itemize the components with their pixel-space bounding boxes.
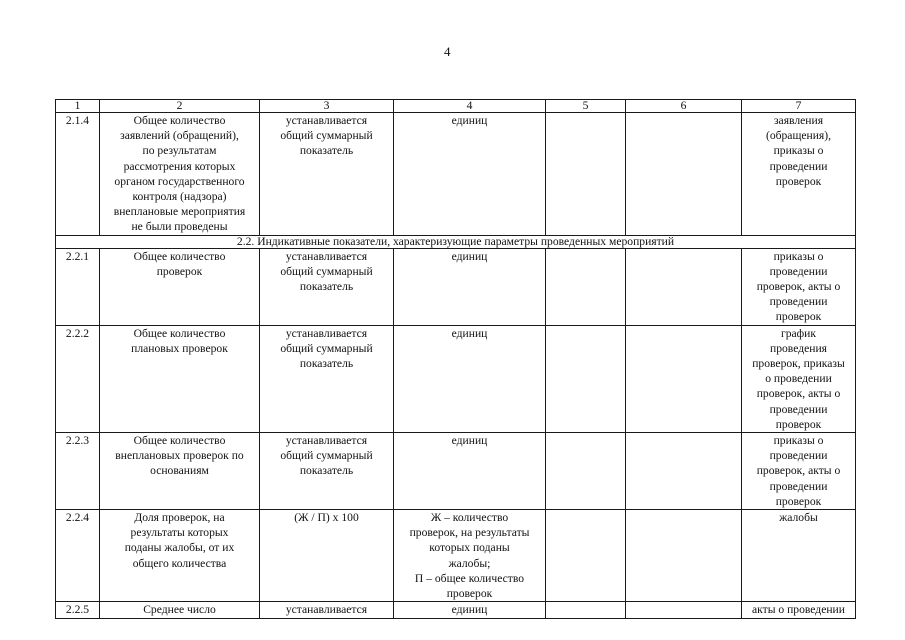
unit: единиц bbox=[394, 602, 546, 618]
source: график проведения проверок, приказы о проведении проверок, акты о проведении проверок bbox=[742, 325, 856, 432]
source: жалобы bbox=[742, 510, 856, 602]
empty-cell bbox=[546, 113, 626, 236]
source: акты о проведении bbox=[742, 602, 856, 618]
empty-cell bbox=[546, 510, 626, 602]
row-number: 2.2.1 bbox=[56, 248, 100, 325]
table-row bbox=[56, 248, 856, 325]
header-row bbox=[56, 100, 856, 113]
calculation-method: устанавливается общий суммарный показатель bbox=[260, 325, 394, 432]
calculation-method: устанавливается общий суммарный показатель bbox=[260, 433, 394, 510]
table-row bbox=[56, 510, 856, 602]
indicator-name: Общее количество плановых проверок bbox=[100, 325, 260, 432]
row-number: 2.1.4 bbox=[56, 113, 100, 236]
header-cell: 6 bbox=[626, 100, 742, 113]
empty-cell bbox=[626, 113, 742, 236]
formula-legend: Ж – количество проверок, на результаты которых поданы жалобы; П – общее количество проверок bbox=[394, 510, 546, 602]
calculation-formula: (Ж / П) х 100 bbox=[260, 510, 394, 602]
header-cell: 2 bbox=[100, 100, 260, 113]
calculation-method: устанавливается общий суммарный показатель bbox=[260, 248, 394, 325]
page-number: 4 bbox=[444, 44, 451, 59]
empty-cell bbox=[626, 433, 742, 510]
empty-cell bbox=[626, 248, 742, 325]
header-cell: 5 bbox=[546, 100, 626, 113]
empty-cell bbox=[546, 248, 626, 325]
empty-cell bbox=[626, 510, 742, 602]
row-number: 2.2.4 bbox=[56, 510, 100, 602]
section-title: 2.2. Индикативные показатели, характеризующие параметры проведенных мероприятий bbox=[56, 235, 856, 248]
table-row bbox=[56, 602, 856, 618]
unit: единиц bbox=[394, 113, 546, 236]
table-row bbox=[56, 325, 856, 432]
source: заявления (обращения), приказы о проведении проверок bbox=[742, 113, 856, 236]
header-cell: 4 bbox=[394, 100, 546, 113]
row-number: 2.2.2 bbox=[56, 325, 100, 432]
empty-cell bbox=[626, 325, 742, 432]
calculation-method: устанавливается bbox=[260, 602, 394, 618]
empty-cell bbox=[546, 602, 626, 618]
empty-cell bbox=[546, 433, 626, 510]
indicator-name: Общее количество проверок bbox=[100, 248, 260, 325]
table-row bbox=[56, 433, 856, 510]
header-cell: 7 bbox=[742, 100, 856, 113]
table-row bbox=[56, 113, 856, 236]
unit: единиц bbox=[394, 325, 546, 432]
indicator-name: Общее количество внеплановых проверок по основаниям bbox=[100, 433, 260, 510]
empty-cell bbox=[626, 602, 742, 618]
row-number: 2.2.3 bbox=[56, 433, 100, 510]
header-cell: 1 bbox=[56, 100, 100, 113]
row-number: 2.2.5 bbox=[56, 602, 100, 618]
indicator-name: Среднее число bbox=[100, 602, 260, 618]
indicator-name: Доля проверок, на результаты которых поданы жалобы, от их общего количества bbox=[100, 510, 260, 602]
unit: единиц bbox=[394, 248, 546, 325]
unit: единиц bbox=[394, 433, 546, 510]
indicator-name: Общее количество заявлений (обращений), по результатам рассмотрения которых органом государственного контроля (надзора) внеплановые мероприятия не были проведены bbox=[100, 113, 260, 236]
source: приказы о проведении проверок, акты о проведении проверок bbox=[742, 248, 856, 325]
section-row bbox=[56, 235, 856, 248]
source: приказы о проведении проверок, акты о проведении проверок bbox=[742, 433, 856, 510]
header-cell: 3 bbox=[260, 100, 394, 113]
empty-cell bbox=[546, 325, 626, 432]
indicators-table bbox=[55, 99, 856, 619]
calculation-method: устанавливается общий суммарный показатель bbox=[260, 113, 394, 236]
